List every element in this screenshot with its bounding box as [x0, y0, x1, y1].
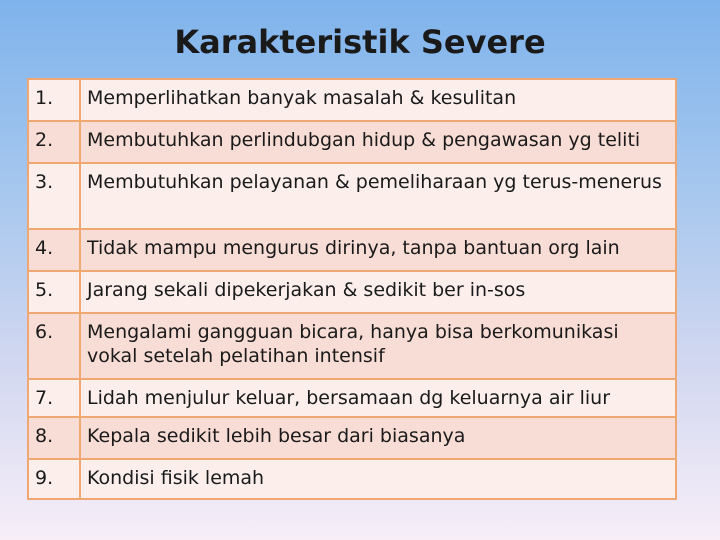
characteristics-table [27, 78, 677, 500]
table-row [28, 163, 676, 229]
row-number: 8. [28, 417, 80, 459]
row-text: Kepala sedikit lebih besar dari biasanya [80, 417, 676, 459]
table-row [28, 379, 676, 417]
row-text: Tidak mampu mengurus dirinya, tanpa bantuan org lain [80, 229, 676, 271]
row-text: Jarang sekali dipekerjakan & sedikit ber in-sos [80, 271, 676, 313]
row-number: 4. [28, 229, 80, 271]
row-text: Memperlihatkan banyak masalah & kesulitan [80, 79, 676, 121]
table-row [28, 417, 676, 459]
row-number: 9. [28, 459, 80, 499]
row-number: 5. [28, 271, 80, 313]
table-row [28, 313, 676, 379]
row-number: 7. [28, 379, 80, 417]
row-text: Membutuhkan perlindubgan hidup & pengawasan yg teliti [80, 121, 676, 163]
table-row [28, 121, 676, 163]
table-row [28, 79, 676, 121]
row-text: Lidah menjulur keluar, bersamaan dg keluarnya air liur [80, 379, 676, 417]
row-number: 6. [28, 313, 80, 379]
row-text: Mengalami gangguan bicara, hanya bisa berkomunikasi vokal setelah pelatihan intensif [80, 313, 676, 379]
row-number: 1. [28, 79, 80, 121]
page-title: Karakteristik Severe [174, 23, 546, 61]
row-text: Membutuhkan pelayanan & pemeliharaan yg terus-menerus [80, 163, 676, 229]
table-row [28, 459, 676, 499]
row-number: 3. [28, 163, 80, 229]
table-row [28, 271, 676, 313]
table-row [28, 229, 676, 271]
row-text: Kondisi fisik lemah [80, 459, 676, 499]
row-number: 2. [28, 121, 80, 163]
